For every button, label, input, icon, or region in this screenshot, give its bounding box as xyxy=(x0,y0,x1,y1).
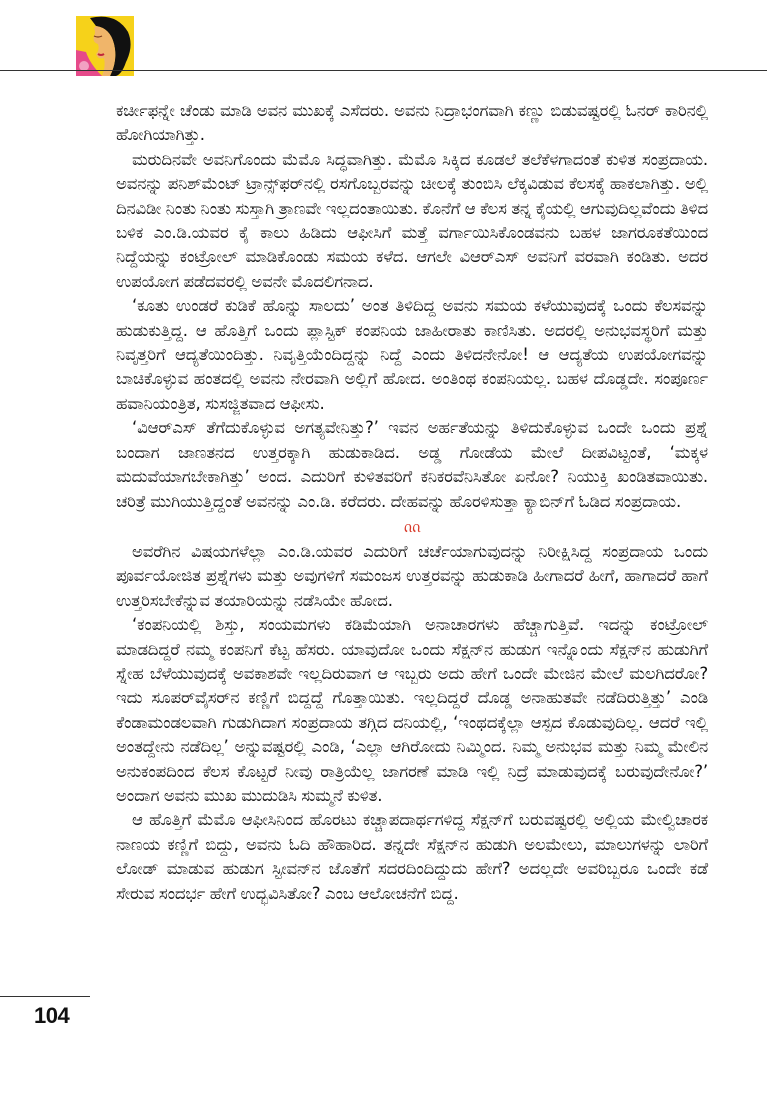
header-divider xyxy=(0,70,767,71)
paragraph-7: ಆ ಹೊತ್ತಿಗೆ ಮೆಮೊ ಆಫೀಸಿನಿಂದ ಹೊರಟು ಕಚ್ಚಾಪದಾರ್ಥಗಳಿದ್ದ ಸೆಕ್ಷನ್‌ಗೆ ಬರುವಷ್ಟರಲ್ಲಿ ಅಲ್ಲಿಯ ಮೇಲ್ವಿಚಾರಕ ನಾಣಯ ಕಣ್ಣಿಗೆ ಬಿದ್ದು, ಅವನು ಓದಿ ಹೌಹಾರಿದ. ತನ್ನದೇ ಸೆಕ್ಷನ್‌ನ ಹುಡುಗಿ ಅಲಮೇಲು, ಮಾಲುಗಳನ್ನು ಲಾರಿಗೆ ಲೋಡ್ ಮಾಡುವ ಹುಡುಗ ಸ್ಟೀವನ್‌ನ ಜೊತೆಗೆ ಸದರದಿಂದಿದ್ದುದು ಹೇಗೆ? ಅದಲ್ಲದೇ ಅವರಿಬ್ಬರೂ ಒಂದೇ ಕಡೆ ಸೇರುವ ಸಂದರ್ಭ ಹೇಗೆ ಉದ್ಭವಿಸಿತೋ? ಎಂಬ ಆಲೋಚನೆಗೆ ಬಿದ್ದ. xyxy=(116,810,708,903)
main-text-column xyxy=(116,99,708,906)
page-number: 104 xyxy=(34,1003,70,1028)
paragraph-3: ‘ಕೂತು ಉಂಡರೆ ಕುಡಿಕೆ ಹೊನ್ನು ಸಾಲದು’ ಅಂತ ತಿಳಿದಿದ್ದ ಅವನು ಸಮಯ ಕಳೆಯುವುದಕ್ಕೆ ಒಂದು ಕೆಲಸವನ್ನು ಹುಡುಕುತ್ತಿದ್ದ. ಆ ಹೊತ್ತಿಗೆ ಒಂದು ಪ್ಲಾಸ್ಟಿಕ್ ಕಂಪನಿಯ ಜಾಹೀರಾತು ಕಾಣಿಸಿತು. ಅದರಲ್ಲಿ ಅನುಭವಸ್ಥರಿಗೆ ಮತ್ತು ನಿವೃತ್ತರಿಗೆ ಆದ್ಯತೆಯಿಂದಿತ್ತು. ನಿವೃತ್ತಿಯೆಂದಿದ್ದನ್ನು ನಿದ್ದೆ ಎಂದು ತಿಳಿದನೇನೋ! ಆ ಆದ್ಯತೆಯ ಉಪಯೋಗವನ್ನು ಬಾಚಿಕೊಳ್ಳುವ ಹಂತದಲ್ಲಿ ಅವನು ನೇರವಾಗಿ ಅಲ್ಲಿಗೆ ಹೋದ. ಅಂತಿಂಥ ಕಂಪನಿಯಲ್ಲ. ಬಹಳ ದೊಡ್ಡದೇ. ಸಂಪೂರ್ಣ ಹವಾನಿಯಂತ್ರಿತ, ಸುಸಜ್ಜಿತವಾದ ಆಫೀಸು. xyxy=(116,296,708,413)
paragraph-1: ಕರ್ಚೀಫನ್ನೇ ಚೆಂಡು ಮಾಡಿ ಅವನ ಮುಖಕ್ಕೆ ಎಸೆದರು. ಅವನು ನಿದ್ರಾಭಂಗವಾಗಿ ಕಣ್ಣು ಬಿಡುವಷ್ಟರಲ್ಲಿ ಓನರ್ ಕಾರಿನಲ್ಲಿ ಹೋಗಿಯಾಗಿತ್ತು. xyxy=(116,101,708,145)
paragraph-4: ‘ವಿಆರ್‌ಎಸ್ ತೆಗೆದುಕೊಳ್ಳುವ ಅಗತ್ಯವೇನಿತ್ತು?’ ಇವನ ಅರ್ಹತೆಯನ್ನು ತಿಳಿದುಕೊಳ್ಳುವ ಒಂದೇ ಒಂದು ಪ್ರಶ್ನೆ ಬಂದಾಗ ಜಾಣತನದ ಉತ್ತರಕ್ಕಾಗಿ ಹುಡುಕಾಡಿದ. ಅಡ್ಡ ಗೋಡೆಯ ಮೇಲೆ ದೀಪವಿಟ್ಟಂತೆ, ‘ಮಕ್ಕಳ ಮದುವೆಯಾಗಬೇಕಾಗಿತ್ತು’ ಅಂದ. ಎದುರಿಗೆ ಕುಳಿತವರಿಗೆ ಕನಿಕರವೆನಿಸಿತೋ ಏನೋ? ನಿಯುಕ್ತಿ ಖಂಡಿತವಾಯಿತು. ಚರಿತ್ರೆ ಮುಗಿಯುತ್ತಿದ್ದಂತೆ ಅವನನ್ನು ಎಂ.ಡಿ. ಕರೆದರು. ದೇಹವನ್ನು ಹೊರಳಿಸುತ್ತಾ ಕ್ಯಾಬಿನ್‌ಗೆ ಓಡಿದ ಸಂಪ್ರದಾಯ. xyxy=(116,418,708,511)
footer-divider xyxy=(0,996,90,997)
paragraph-6: ‘ಕಂಪನಿಯಲ್ಲಿ ಶಿಸ್ತು, ಸಂಯಮಗಳು ಕಡಿಮೆಯಾಗಿ ಅನಾಚಾರಗಳು ಹೆಚ್ಚಾಗುತ್ತಿವೆ. ಇದನ್ನು ಕಂಟ್ರೋಲ್ ಮಾಡದಿದ್ದರೆ ನಮ್ಮ ಕಂಪನಿಗೆ ಕೆಟ್ಟ ಹೆಸರು. ಯಾವುದೋ ಒಂದು ಸೆಕ್ಷನ್‌ನ ಹುಡುಗ ಇನ್ನೊಂದು ಸೆಕ್ಷನ್‌ನ ಹುಡುಗಿಗೆ ಸ್ನೇಹ ಬೆಳೆಯುವುದಕ್ಕೆ ಅವಕಾಶವೇ ಇಲ್ಲದಿರುವಾಗ ಆ ಇಬ್ಬರು ಅದು ಹೇಗೆ ಒಂದೇ ಮೇಜಿನ ಮೇಲೆ ಮಲಗಿದರೋ? ಇದು ಸೂಪರ್‌ವೈಸರ್‌ನ ಕಣ್ಣಿಗೆ ಬಿದ್ದದ್ದೆ ಗೊತ್ತಾಯಿತು. ಇಲ್ಲದಿದ್ದರೆ ದೊಡ್ಡ ಅನಾಹುತವೇ ನಡೆದಿರುತ್ತಿತ್ತು’ ಎಂಡಿ ಕೆಂಡಾಮಂಡಲವಾಗಿ ಗುಡುಗಿದಾಗ ಸಂಪ್ರದಾಯ ತಗ್ಗಿದ ದನಿಯಲ್ಲಿ, ‘ಇಂಥದಕ್ಕೆಲ್ಲಾ ಆಸ್ಪದ ಕೊಡುವುದಿಲ್ಲ. ಆದರೆ ಇಲ್ಲಿ ಅಂತದ್ದೇನು ನಡೆದಿಲ್ಲ’ ಅನ್ನುವಷ್ಟರಲ್ಲಿ ಎಂಡಿ, ‘ಎಲ್ಲಾ ಆಗಿರೋದು ನಿಮ್ಮಿಂದ. ನಿಮ್ಮ ಅನುಭವ ಮತ್ತು ನಿಮ್ಮ ಮೇಲಿನ ಅನುಕಂಪದಿಂದ ಕೆಲಸ ಕೊಟ್ಟರೆ ನೀವು ರಾತ್ರಿಯೆಲ್ಲ ಜಾಗರಣೆ ಮಾಡಿ ಇಲ್ಲಿ ನಿದ್ರೆ ಮಾಡುವುದಕ್ಕೆ ಬರುವುದೇನೋ?’ ಅಂದಾಗ ಅವನು ಮುಖ ಮುದುಡಿಸಿ ಸುಮ್ಮನೆ ಕುಳಿತ. xyxy=(116,615,708,805)
woman-face-logo-icon xyxy=(76,16,134,76)
paragraph-2: ಮರುದಿನವೇ ಅವನಿಗೊಂದು ಮೆಮೊ ಸಿದ್ಧವಾಗಿತ್ತು. ಮೆಮೊ ಸಿಕ್ಕಿದ ಕೂಡಲೆ ತಲೆಕೆಳಗಾದಂತೆ ಕುಳಿತ ಸಂಪ್ರದಾಯ. ಅವನನ್ನು ಪನಿಶ್‌ಮೆಂಟ್ ಟ್ರಾನ್ಸ್‌ಫರ್‌ನಲ್ಲಿ ರಸಗೊಬ್ಬರವನ್ನು ಚೀಲಕ್ಕೆ ತುಂಬಿಸಿ ಲೆಕ್ಕವಿಡುವ ಕೆಲಸಕ್ಕೆ ಹಾಕಲಾಗಿತ್ತು. ಅಲ್ಲಿ ದಿನವಿಡೀ ನಿಂತು ನಿಂತು ಸುಸ್ತಾಗಿ ತ್ರಾಣವೇ ಇಲ್ಲದಂತಾಯಿತು. ಕೊನೆಗೆ ಆ ಕೆಲಸ ತನ್ನ ಕೈಯಲ್ಲಿ ಆಗುವುದಿಲ್ಲವೆಂದು ತಿಳಿದ ಬಳಿಕ ಎಂ.ಡಿ.ಯವರ ಕೈ ಕಾಲು ಹಿಡಿದು ಆಫೀಸಿಗೆ ಮತ್ತೆ ವರ್ಗಾಯಿಸಿಕೊಂಡವನು ಬಹಳ ಜಾಗರೂಕತೆಯಿಂದ ನಿದ್ದೆಯನ್ನು ಕಂಟ್ರೋಲ್ ಮಾಡಿಕೊಂಡು ಸಮಯ ಕಳೆದ. ಆಗಲೇ ವಿಆರ್‌ಎಸ್ ಅವನಿಗೆ ವರವಾಗಿ ಕಂಡಿತು. ಅದರ ಉಪಯೋಗ ಪಡೆದವರಲ್ಲಿ ಅವನೇ ಮೊದಲಿಗನಾದ. xyxy=(116,149,708,291)
section-break-ornament-icon: ᦶ xyxy=(403,516,421,537)
paragraph-5: ಅವರೆಗಿನ ವಿಷಯಗಳೆಲ್ಲಾ ಎಂ.ಡಿ.ಯವರ ಎದುರಿಗೆ ಚರ್ಚೆಯಾಗುವುದನ್ನು ನಿರೀಕ್ಷಿಸಿದ್ದ ಸಂಪ್ರದಾಯ ಒಂದು ಪೂರ್ವಯೋಜಿತ ಪ್ರಶ್ನೆಗಳು ಮತ್ತು ಅವುಗಳಿಗೆ ಸಮಂಜಸ ಉತ್ತರವನ್ನು ಹುಡುಕಾಡಿ ಹೀಗಾದರೆ ಹೀಗೆ, ಹಾಗಾದರೆ ಹಾಗೆ ಉತ್ತರಿಸಬೇಕೆನ್ನುವ ತಯಾರಿಯನ್ನು ನಡೆಸಿಯೇ ಹೋದ. xyxy=(116,541,708,610)
